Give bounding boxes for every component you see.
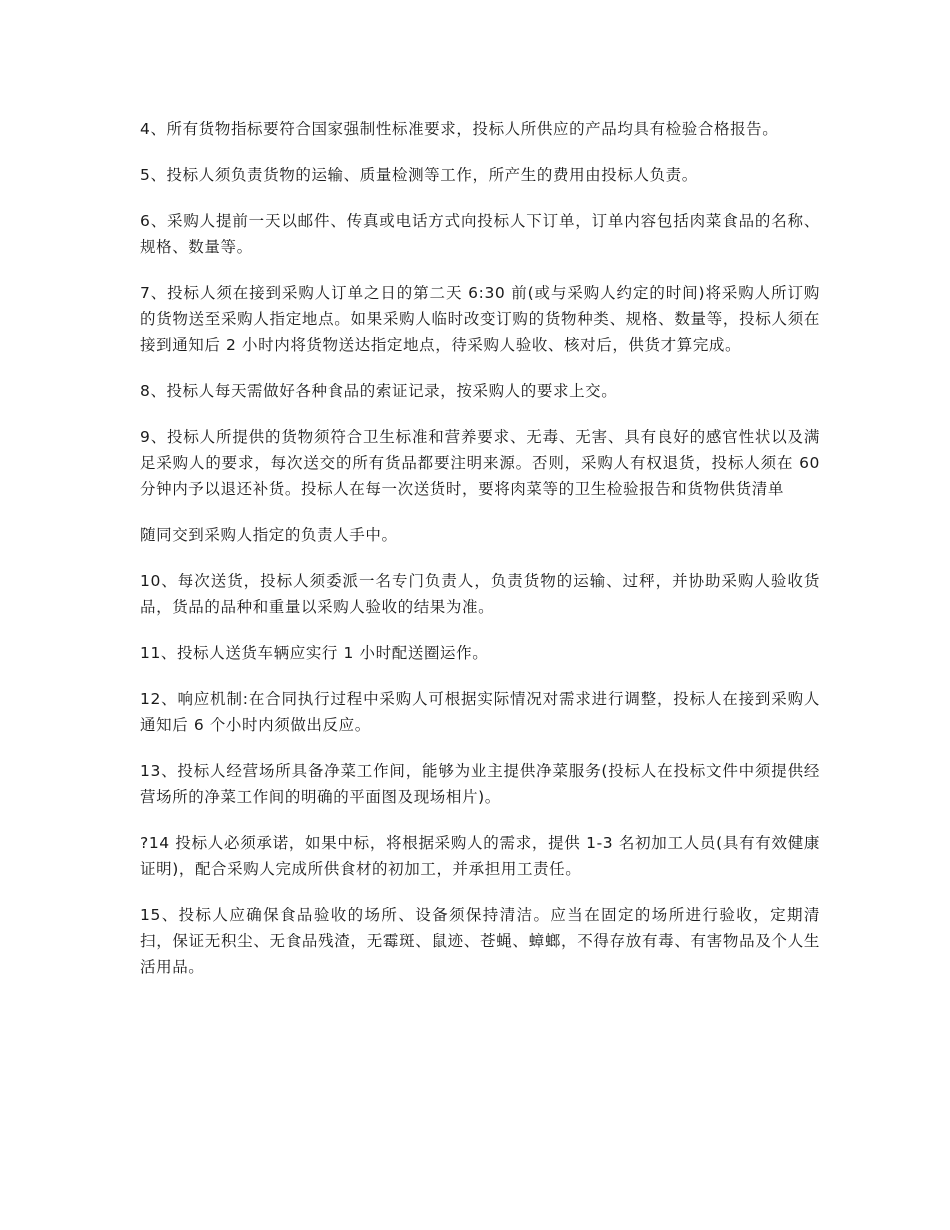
paragraph-continuation: 随同交到采购人指定的负责人手中。 [140, 526, 398, 544]
paragraph-item-10: 10、每次送货，投标人须委派一名专门负责人，负责货物的运输、过秤，并协助采购人验收货品，货品的品种和重量以采购人验收的结果为准。 [140, 572, 820, 616]
paragraph-item-15: 15、投标人应确保食品验收的场所、设备须保持清洁。应当在固定的场所进行验收，定期清扫，保证无积尘、无食品残渣，无霉斑、鼠迹、苍蝇、蟑螂，不得存放有毒、有害物品及个人生活用品。 [140, 906, 820, 976]
document-body [140, 116, 820, 1000]
paragraph-item-12: 12、响应机制:在合同执行过程中采购人可根据实际情况对需求进行调整，投标人在接到采购人通知后 6 个小时内须做出反应。 [140, 690, 820, 734]
paragraph-item-4: 4、所有货物指标要符合国家强制性标准要求，投标人所供应的产品均具有检验合格报告。 [140, 120, 779, 138]
paragraph-item-13: 13、投标人经营场所具备净菜工作间，能够为业主提供净菜服务(投标人在投标文件中须提供经营场所的净菜工作间的明确的平面图及现场相片)。 [140, 762, 820, 806]
paragraph-item-14: ?14 投标人必须承诺，如果中标，将根据采购人的需求，提供 1-3 名初加工人员(具有有效健康证明)，配合采购人完成所供食材的初加工，并承担用工责任。 [140, 834, 820, 878]
paragraph-item-5: 5、投标人须负责货物的运输、质量检测等工作，所产生的费用由投标人负责。 [140, 166, 698, 184]
paragraph-item-6: 6、采购人提前一天以邮件、传真或电话方式向投标人下订单，订单内容包括肉菜食品的名称、规格、数量等。 [140, 212, 820, 256]
paragraph-item-8: 8、投标人每天需做好各种食品的索证记录，按采购人的要求上交。 [140, 382, 618, 400]
paragraph-item-9: 9、投标人所提供的货物须符合卫生标准和营养要求、无毒、无害、具有良好的感官性状以及满足采购人的要求，每次送交的所有货品都要注明来源。否则，采购人有权退货，投标人须在 60 分钟内予以退还补货。投标人在每一次送货时，要将肉菜等的卫生检验报告和货物供货清单 [140, 428, 820, 498]
paragraph-item-7: 7、投标人须在接到采购人订单之日的第二天 6:30 前(或与采购人约定的时间)将采购人所订购的货物送至采购人指定地点。如果采购人临时改变订购的货物种类、规格、数量等，投标人须在接到通知后 2 小时内将货物送达指定地点，待采购人验收、核对后，供货才算完成。 [140, 284, 820, 354]
paragraph-item-11: 11、投标人送货车辆应实行 1 小时配送圈运作。 [140, 644, 489, 662]
